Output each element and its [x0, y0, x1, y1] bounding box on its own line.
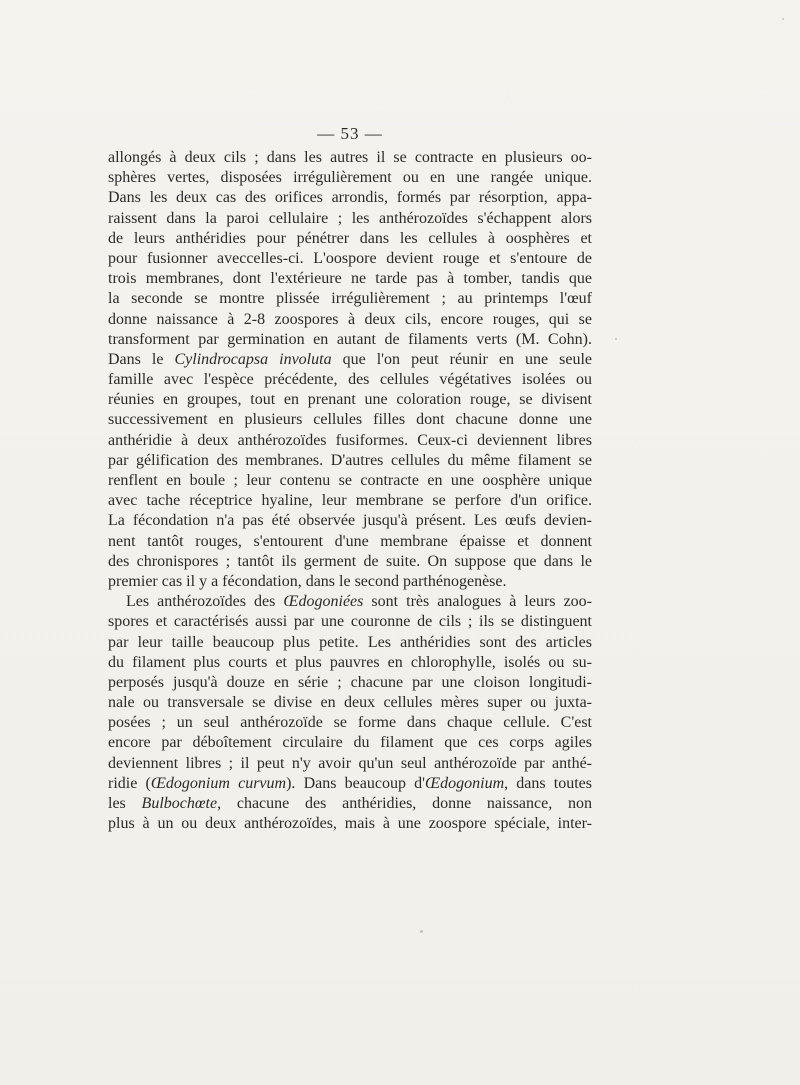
text-line: spores et caractérisés aussi par une couronne de cils ; ils se distinguent	[108, 613, 592, 631]
text-line: trois membranes, dont l'extérieure ne tarde pas à tomber, tandis que	[108, 270, 592, 288]
text-line: raissent dans la paroi cellulaire ; les anthérozoïdes s'échappent alors	[108, 209, 592, 227]
text-line: successivement en plusieurs cellules filles dont chacune donne une	[108, 411, 592, 429]
text-line: anthéridie à deux anthérozoïdes fusiformes. Ceux-ci deviennent libres	[108, 431, 592, 449]
text-line: La fécondation n'a pas été observée jusqu'à présent. Les œufs devien-	[108, 512, 592, 530]
paper-speck	[782, 18, 784, 20]
text-line: perposés jusqu'à douze en série ; chacune par une cloison longitudi-	[108, 673, 592, 691]
text-line: encore par déboîtement circulaire du filament que ces corps agiles	[108, 734, 592, 752]
text-line: plus à un ou deux anthérozoïdes, mais à une zoospore spéciale, inter-	[108, 815, 592, 833]
text-line: posées ; un seul anthérozoïde se forme dans chaque cellule. C'est	[108, 714, 592, 732]
text-line: famille avec l'espèce précédente, des cellules végétatives isolées ou	[108, 371, 592, 389]
text-line: la seconde se montre plissée irrégulièrement ; au printemps l'œuf	[108, 290, 592, 308]
page-number: — 53 —	[317, 124, 383, 143]
text-line: sphères vertes, disposées irrégulièrement ou en une rangée unique.	[108, 169, 592, 187]
text-line: du filament plus courts et plus pauvres en chlorophylle, isolés ou su-	[108, 653, 592, 671]
text-line: nale ou transversale se divise en deux cellules mères super ou juxta-	[108, 694, 592, 712]
text-line: nent tantôt rouges, s'entourent d'une membrane épaisse et donnent	[108, 532, 592, 550]
paper-speck	[420, 930, 423, 933]
body-text	[108, 148, 592, 834]
text-line: renflent en boule ; leur contenu se contracte en une oosphère unique	[108, 472, 592, 489]
text-line: allongés à deux cils ; dans les autres il se contracte en plusieurs oo-	[108, 149, 592, 166]
text-line: les Bulbochœte, chacune des anthéridies, donne naissance, non	[108, 795, 592, 812]
text-line: donne naissance à 2-8 zoospores à deux cils, encore rouges, qui se	[108, 310, 592, 328]
text-line: Dans le Cylindrocapsa involuta que l'on peut réunir en une seule	[108, 350, 592, 368]
text-line: de leurs anthéridies pour pénétrer dans les cellules à oosphères et	[108, 229, 592, 247]
paper-speck	[615, 338, 617, 340]
text-line: pour fusionner aveccelles-ci. L'oospore devient rouge et s'entoure de	[108, 249, 592, 267]
text-line: réunies en groupes, tout en prenant une coloration rouge, se divisent	[108, 391, 592, 409]
text-line: avec tache réceptrice hyaline, leur membrane se perfore d'un orifice.	[108, 492, 592, 510]
text-line: des chronispores ; tantôt ils germent de suite. On suppose que dans le	[108, 552, 592, 570]
text-line: ridie (Œdogonium curvum). Dans beaucoup d'Œdogonium, dans toutes	[108, 774, 593, 792]
text-line: Les anthérozoïdes des Œdogoniées sont très analogues à leurs zoo-	[126, 593, 593, 611]
text-line: par gélification des membranes. D'autres cellules du même filament se	[108, 451, 592, 469]
text-line: deviennent libres ; il peut n'y avoir qu'un seul anthérozoïde par anthé-	[108, 754, 592, 772]
text-line: premier cas il y a fécondation, dans le second parthénogenèse.	[108, 572, 507, 590]
text-line: Dans les deux cas des orifices arrondis, formés par résorption, appa-	[108, 189, 592, 207]
text-line: transforment par germination en autant de filaments verts (M. Cohn).	[108, 330, 592, 348]
text-line: par leur taille beaucoup plus petite. Les anthéridies sont des articles	[108, 633, 592, 651]
